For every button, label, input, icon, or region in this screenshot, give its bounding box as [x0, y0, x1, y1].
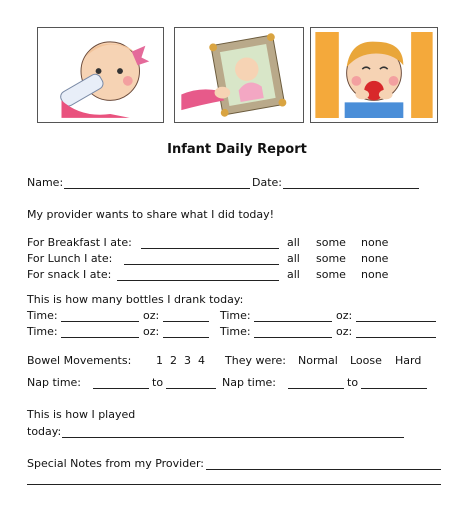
name-field[interactable]: [64, 188, 250, 189]
baby-bottle-icon: [37, 27, 164, 123]
nap-to-label: to: [347, 376, 359, 389]
page-title: Infant Daily Report: [167, 142, 307, 157]
lunch-label: For Lunch I ate:: [27, 252, 113, 265]
intro-text: My provider wants to share what I did today!: [27, 208, 275, 221]
they-were-label: They were:: [225, 354, 286, 367]
bottle-time-field[interactable]: [61, 321, 139, 322]
bottle-oz-label: oz:: [143, 325, 160, 338]
snack-field[interactable]: [117, 280, 279, 281]
today-label: today:: [27, 425, 62, 438]
nap-label: Nap time:: [222, 376, 277, 389]
bottle-time-label: Time:: [27, 309, 58, 322]
bottle-oz-label: oz:: [336, 309, 353, 322]
bottles-label: This is how many bottles I drank today:: [27, 293, 244, 306]
bowel-type-loose[interactable]: Loose: [350, 354, 382, 367]
breakfast-option-some[interactable]: some: [316, 236, 346, 249]
bowel-label: Bowel Movements:: [27, 354, 132, 367]
bottle-time-field[interactable]: [254, 337, 332, 338]
date-field[interactable]: [283, 188, 419, 189]
bottle-oz-field[interactable]: [163, 337, 209, 338]
played-field[interactable]: [62, 437, 404, 438]
bottle-oz-field[interactable]: [356, 337, 436, 338]
snack-option-some[interactable]: some: [316, 268, 346, 281]
bowel-count-1[interactable]: 1: [156, 354, 163, 367]
breakfast-field[interactable]: [141, 248, 279, 249]
bottle-oz-label: oz:: [143, 309, 160, 322]
bottle-oz-field[interactable]: [163, 321, 209, 322]
name-label: Name:: [27, 176, 64, 189]
nap-to-label: to: [152, 376, 164, 389]
lunch-option-some[interactable]: some: [316, 252, 346, 265]
bowel-type-normal[interactable]: Normal: [298, 354, 338, 367]
nap-end-field[interactable]: [166, 388, 216, 389]
snack-option-all[interactable]: all: [287, 268, 300, 281]
notes-label: Special Notes from my Provider:: [27, 457, 205, 470]
snack-option-none[interactable]: none: [361, 268, 389, 281]
bottle-time-field[interactable]: [254, 321, 332, 322]
breakfast-option-none[interactable]: none: [361, 236, 389, 249]
notes-field-line-2[interactable]: [27, 484, 441, 485]
bottle-time-field[interactable]: [61, 337, 139, 338]
lunch-field[interactable]: [124, 264, 279, 265]
nap-label: Nap time:: [27, 376, 82, 389]
bowel-count-3[interactable]: 3: [184, 354, 191, 367]
baby-photo-frame-icon: [174, 27, 304, 123]
breakfast-option-all[interactable]: all: [287, 236, 300, 249]
lunch-option-all[interactable]: all: [287, 252, 300, 265]
bottle-oz-field[interactable]: [356, 321, 436, 322]
bottle-time-label: Time:: [220, 325, 251, 338]
bowel-type-hard[interactable]: Hard: [395, 354, 422, 367]
lunch-option-none[interactable]: none: [361, 252, 389, 265]
date-label: Date:: [252, 176, 282, 189]
toddler-eating-icon: [310, 27, 438, 123]
notes-field[interactable]: [206, 469, 441, 470]
snack-label: For snack I ate:: [27, 268, 112, 281]
nap-end-field[interactable]: [361, 388, 427, 389]
bottle-time-label: Time:: [220, 309, 251, 322]
bowel-count-2[interactable]: 2: [170, 354, 177, 367]
nap-start-field[interactable]: [288, 388, 344, 389]
bottle-oz-label: oz:: [336, 325, 353, 338]
breakfast-label: For Breakfast I ate:: [27, 236, 132, 249]
bottle-time-label: Time:: [27, 325, 58, 338]
played-label: This is how I played: [27, 408, 136, 421]
nap-start-field[interactable]: [93, 388, 149, 389]
bowel-count-4[interactable]: 4: [198, 354, 205, 367]
